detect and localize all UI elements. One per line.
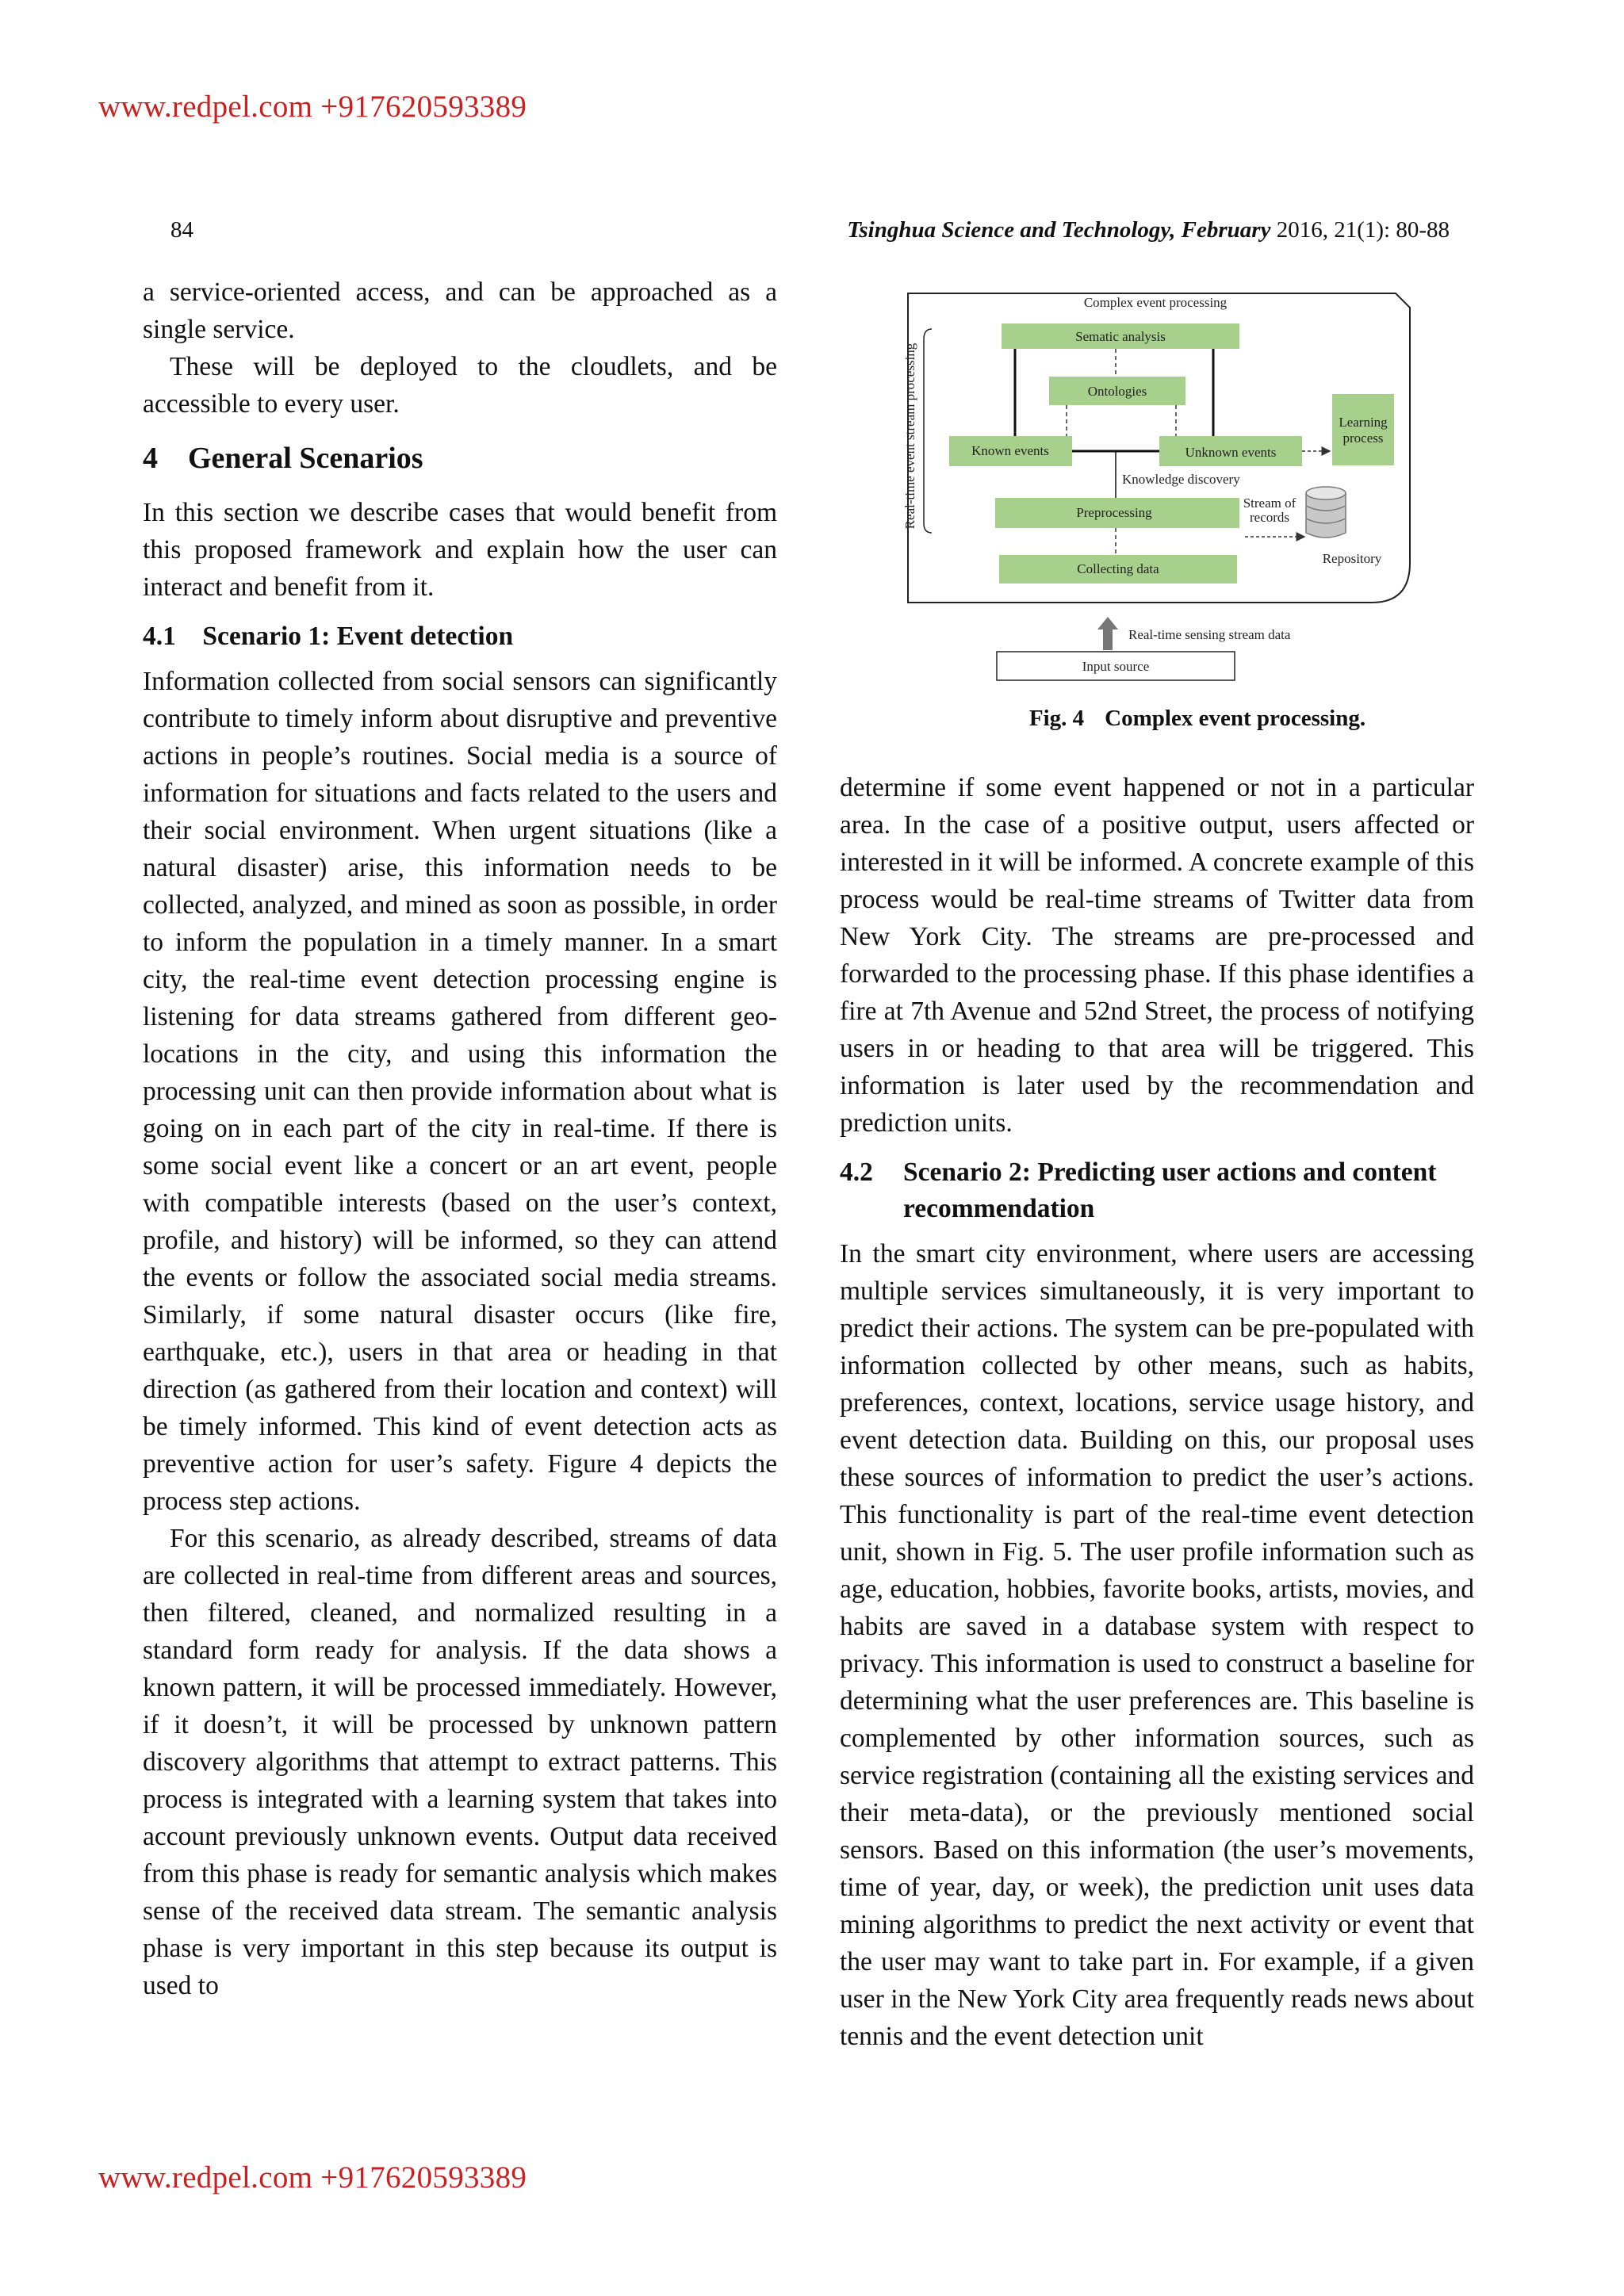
label-unknown: Unknown events (1185, 445, 1277, 460)
label-ontologies: Ontologies (1087, 384, 1147, 399)
subsection-heading (143, 618, 777, 655)
label-known: Known events (971, 443, 1049, 458)
figure-complex-event-processing (892, 277, 1503, 753)
label-learning-1: Learning (1339, 415, 1388, 430)
database-icon (1306, 487, 1346, 538)
caption-text: Complex event processing. (1105, 706, 1366, 731)
section-title: General Scenarios (188, 442, 423, 475)
page-number: 84 (170, 217, 193, 243)
label-stream-2: records (1249, 510, 1290, 525)
left-column (143, 274, 777, 2004)
side-bracket (924, 329, 932, 533)
side-label: Real-time event stream processing (902, 342, 917, 530)
section-heading (143, 438, 777, 478)
label-preprocessing: Preprocessing (1076, 505, 1152, 520)
running-head (170, 217, 1450, 249)
watermark-bottom[interactable]: www.redpel.com +917620593389 (98, 2160, 527, 2195)
caption-number: Fig. 4 (1028, 706, 1085, 731)
label-semantic: Sematic analysis (1075, 329, 1166, 344)
label-repository: Repository (1322, 551, 1382, 566)
box-learning-process (1332, 394, 1394, 465)
paragraph: For this scenario, as already described, streams of data are collected in real-time from different areas and sources, then filtered, cleaned, and normalized resulting in a standard form ready for analysis. If the data shows a known pattern, it will be processed immediately. However, if it doesn’t, it will be processed by unknown pattern discovery algorithms that attempt to extract patterns. This process is integrated with a learning system that takes into account previously unknown events. Output data received from this phase is ready for semantic analysis which makes sense of the received data stream. The semantic analysis phase is very important in this step because its output is used to (143, 1524, 777, 2000)
label-sensing: Real-time sensing stream data (1128, 627, 1291, 642)
subsection-number: 4.1 (143, 622, 176, 651)
label-stream-1: Stream of (1243, 496, 1297, 511)
input-arrow (1097, 617, 1118, 650)
figure-title: Complex event processing (1083, 295, 1228, 310)
paragraph: In the smart city environment, where users are accessing multiple services simultaneously, it is very important to predict their actions. The system can be pre-populated with information collected by other means, such as habits, preferences, context, locations, service usage history, and event detection data. Building on this, our proposal uses these sources of information to predict the user’s actions. This functionality is part of the real-time event detection unit, shown in Fig. 5. The user profile information such as age, education, hobbies, favorite books, artists, movies, and habits are saved in a database system with respect to privacy. This information is used to construct a baseline for determining what the user preferences are. This baseline is complemented by other information sources, such as service registration (containing all the existing services and their meta-data), or the previously mentioned social sensors. Based on this information (the user’s movements, time of year, day, or week), the prediction unit uses data mining algorithms to predict the next activity or event that the user may want to take part in. For example, if a given user in the New York City area frequently reads news about tennis and the event detection unit (840, 1239, 1474, 2051)
subsection-title: Scenario 2: Predicting user actions and content recommendation (903, 1158, 1437, 1223)
paragraph: These will be deployed to the cloudlets, and be accessible to every user. (143, 352, 777, 419)
label-input: Input source (1082, 659, 1150, 674)
figure-caption (892, 706, 1503, 732)
paragraph: In this section we describe cases that would benefit from this proposed framework and explain how the user can interact and benefit from it. (143, 498, 777, 602)
watermark-top[interactable]: www.redpel.com +917620593389 (98, 90, 527, 124)
label-learning-2: process (1342, 430, 1384, 446)
label-collecting: Collecting data (1077, 561, 1159, 576)
paragraph: a service-oriented access, and can be approached as a single service. (143, 277, 777, 344)
subsection-heading (840, 1154, 1474, 1227)
citation: 2016, 21(1): 80-88 (1270, 217, 1450, 243)
figure-diagram (892, 277, 1503, 721)
journal-info (847, 217, 1450, 243)
subsection-number: 4.2 (840, 1158, 873, 1187)
paragraph: determine if some event happened or not in a particular area. In the case of a positive output, users affected or interested in it will be informed. A concrete example of this process would be real-time streams of Twitter data from New York City. The streams are pre-processed and forwarded to the processing phase. If this phase identifies a fire at 7th Avenue and 52nd Street, the process of notifying users in or heading to that area will be triggered. This information is later used by the recommendation and prediction units. (840, 773, 1474, 1138)
subsection-title: Scenario 1: Event detection (202, 622, 514, 651)
label-knowledge: Knowledge discovery (1122, 472, 1240, 487)
paragraph: Information collected from social sensors can significantly contribute to timely inform about disruptive and preventive actions in people’s routines. Social media is a source of information for situations and facts related to the users and their social environment. When urgent situations (like a natural disaster) arise, this information needs to be collected, analyzed, and mined as soon as possible, in order to inform the population in a timely manner. In a smart city, the real-time event detection processing engine is listening for data streams gathered from different geo-locations in the city, and using this information the processing unit can then provide information about what is going on in each part of the city in real-time. If there is some social event like a concert or an art event, people with compatible interests (based on the user’s context, profile, and history) will be informed, so they can attend the events or follow the associated social media streams. Similarly, if some natural disaster occurs (like fire, earthquake, etc.), users in that area or heading in that direction (as gathered from their location and context) will be timely informed. This kind of event detection acts as preventive action for user’s safety. Figure 4 depicts the process step actions. (143, 667, 777, 1516)
section-number: 4 (143, 442, 158, 475)
right-column (840, 769, 1474, 2055)
journal-name: Tsinghua Science and Technology, February (847, 217, 1271, 243)
